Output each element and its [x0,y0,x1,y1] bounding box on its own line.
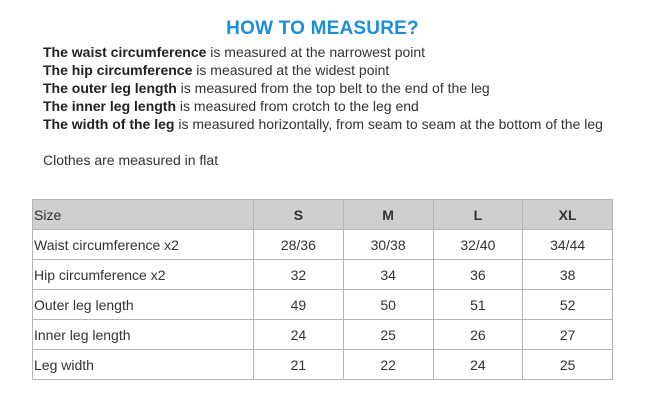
table-cell: 27 [523,320,613,350]
definition-term: The width of the leg [43,116,175,132]
definition-inner-leg [43,97,603,115]
definition-hip [43,61,603,79]
page-title: HOW TO MEASURE? [226,18,419,39]
table-cell: 50 [343,290,433,320]
definition-term: The outer leg length [43,80,177,96]
header-cell-xl: XL [523,200,613,230]
table-cell: 32/40 [433,230,523,260]
header-cell-l: L [433,200,523,230]
table-row [33,350,613,380]
table-cell: 52 [523,290,613,320]
row-label: Outer leg length [33,290,254,320]
table-cell: 25 [343,320,433,350]
measurement-note: Clothes are measured in flat [43,152,219,168]
size-chart-table [32,199,613,380]
definition-outer-leg [43,79,603,97]
row-label: Hip circumference x2 [33,260,254,290]
table-header-row [33,200,613,230]
table-row [33,290,613,320]
table-cell: 36 [433,260,523,290]
definition-text: is measured from the top belt to the end of the leg [176,80,490,96]
header-cell-size: Size [33,200,254,230]
table-cell: 38 [523,260,613,290]
definition-text: is measured at the widest point [192,62,390,78]
table-cell: 24 [254,320,344,350]
table-row [33,320,613,350]
row-label: Leg width [33,350,254,380]
header-cell-s: S [254,200,344,230]
definition-text: is measured horizontally, from seam to seam at the bottom of the leg [174,116,603,132]
table-cell: 25 [523,350,613,380]
definition-leg-width [43,115,603,133]
definition-term: The waist circumference [43,44,207,60]
row-label: Waist circumference x2 [33,230,254,260]
definition-text: is measured from crotch to the leg end [176,98,419,114]
table-cell: 21 [254,350,344,380]
table-row [33,260,613,290]
table-cell: 24 [433,350,523,380]
table-cell: 22 [343,350,433,380]
definition-term: The hip circumference [43,62,193,78]
table-cell: 51 [433,290,523,320]
table-cell: 34/44 [523,230,613,260]
table-cell: 49 [254,290,344,320]
definition-waist [43,43,603,61]
definition-term: The inner leg length [43,98,177,114]
table-cell: 30/38 [343,230,433,260]
definition-text: is measured at the narrowest point [206,44,426,60]
table-cell: 26 [433,320,523,350]
table-cell: 28/36 [254,230,344,260]
table-cell: 32 [254,260,344,290]
measurement-definitions [43,43,603,133]
table-row [33,230,613,260]
table-cell: 34 [343,260,433,290]
header-cell-m: M [343,200,433,230]
row-label: Inner leg length [33,320,254,350]
